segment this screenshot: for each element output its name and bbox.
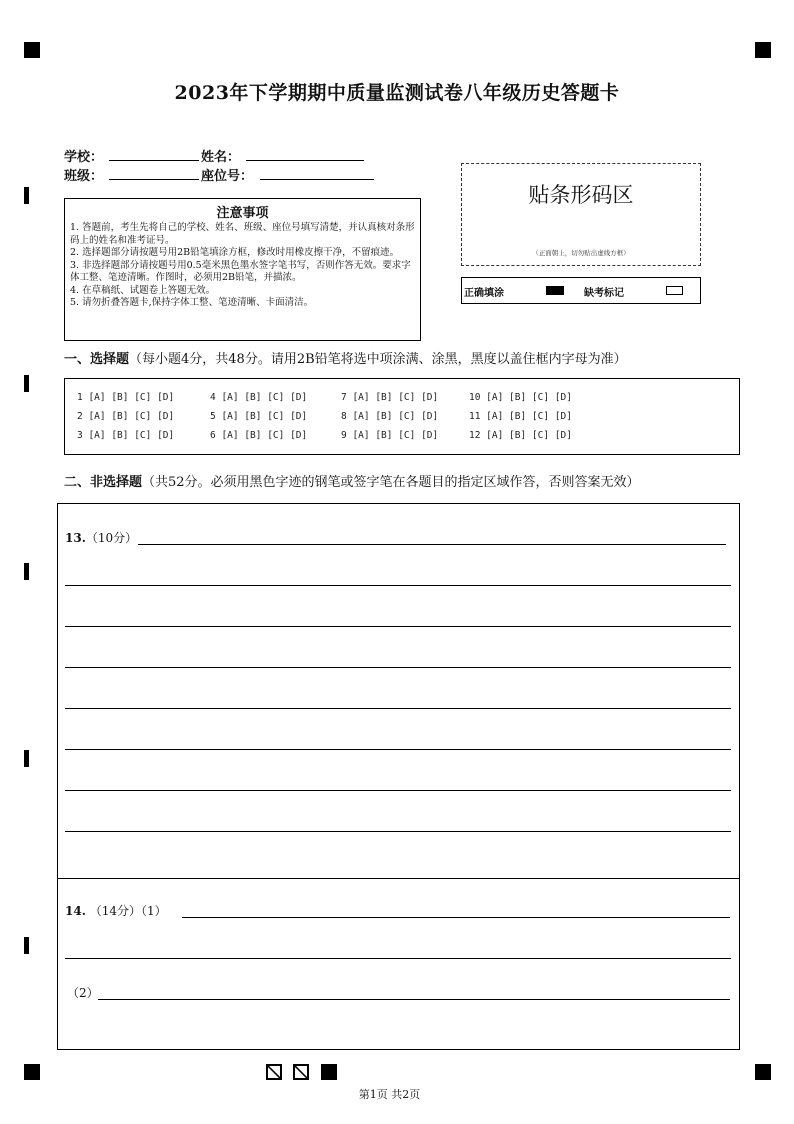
corner-mark-bottom-left xyxy=(24,1064,40,1080)
correct-fill-sample xyxy=(546,286,564,295)
choice-question-2[interactable]: 2 [A] [B] [C] [D] xyxy=(77,411,175,422)
answer-line[interactable] xyxy=(65,749,731,750)
absent-mark-checkbox[interactable] xyxy=(666,286,683,295)
choice-question-3[interactable]: 3 [A] [B] [C] [D] xyxy=(77,430,175,441)
timing-mark xyxy=(24,937,29,954)
question-14-part2-label: （2） xyxy=(67,986,99,1000)
barcode-note: （正面朝上，切勿贴出虚线方框） xyxy=(532,249,630,257)
notice-box xyxy=(64,198,421,341)
choice-question-5[interactable]: 5 [A] [B] [C] [D] xyxy=(210,411,308,422)
page-id-mark-hatched xyxy=(266,1064,282,1080)
choice-question-11[interactable]: 11 [A] [B] [C] [D] xyxy=(469,411,572,422)
question-14-label xyxy=(65,902,167,919)
answer-line[interactable] xyxy=(138,544,726,545)
choice-question-1[interactable]: 1 [A] [B] [C] [D] xyxy=(77,392,175,403)
section1-title: 一、选择题 xyxy=(64,352,130,367)
seat-field[interactable] xyxy=(260,179,374,180)
absent-mark-label: 缺考标记 xyxy=(584,288,624,299)
choice-answer-box xyxy=(64,378,740,455)
fill-example-box xyxy=(461,277,701,304)
school-field[interactable] xyxy=(109,160,199,161)
choice-question-12[interactable]: 12 [A] [B] [C] [D] xyxy=(469,430,572,441)
question-14-points: （14分）（1） xyxy=(89,904,167,918)
page-title: 2023年下学期期中质量监测试卷八年级历史答题卡 xyxy=(174,82,620,104)
choice-question-10[interactable]: 10 [A] [B] [C] [D] xyxy=(469,392,572,403)
answer-line[interactable] xyxy=(65,831,731,832)
school-label: 学校： xyxy=(64,150,104,165)
name-label: 姓名： xyxy=(201,150,241,165)
notice-item: 3. 非选择题部分请按题号用0.5毫米黑色墨水签字笔书写，否则作答无效。要求字体工整、笔迹清晰。作图时，必须用2B铅笔，并描浓。 xyxy=(70,259,411,283)
notice-item: 4. 在草稿纸、试题卷上答题无效。 xyxy=(70,284,216,296)
answer-line[interactable] xyxy=(182,917,730,918)
correct-fill-label: 正确填涂 xyxy=(464,288,504,299)
section2-title: 二、非选择题 xyxy=(64,475,143,490)
choice-question-6[interactable]: 6 [A] [B] [C] [D] xyxy=(210,430,308,441)
page-number: 第1页 共2页 xyxy=(358,1088,421,1101)
choice-question-7[interactable]: 7 [A] [B] [C] [D] xyxy=(341,392,439,403)
question-14-answer-area xyxy=(57,879,740,1050)
timing-mark xyxy=(24,750,29,767)
section1-desc: （每小题4分，共48分。请用2B铅笔将选中项涂满、涂黑，黑度以盖住框内字母为准） xyxy=(129,352,627,367)
barcode-title: 贴条形码区 xyxy=(528,183,634,207)
timing-mark xyxy=(24,187,29,204)
section2-heading xyxy=(64,471,640,490)
corner-mark-bottom-right xyxy=(755,1064,771,1080)
timing-mark xyxy=(24,563,29,580)
choice-question-4[interactable]: 4 [A] [B] [C] [D] xyxy=(210,392,308,403)
page-id-mark-hatched xyxy=(293,1064,309,1080)
answer-line[interactable] xyxy=(98,999,730,1000)
timing-mark xyxy=(24,375,29,392)
question-13-number: 13. xyxy=(65,531,86,545)
choice-question-9[interactable]: 9 [A] [B] [C] [D] xyxy=(341,430,439,441)
answer-line[interactable] xyxy=(65,708,731,709)
answer-line[interactable] xyxy=(65,626,731,627)
answer-line[interactable] xyxy=(65,958,731,959)
question-14-number: 14. xyxy=(65,904,86,918)
section2-desc: （共52分。必须用黑色字迹的钢笔或签字笔在各题目的指定区域作答，否则答案无效） xyxy=(142,475,640,490)
question-13-answer-area xyxy=(57,503,740,879)
corner-mark-top-left xyxy=(24,42,40,58)
notice-item: 2. 选择题部分请按题号用2B铅笔填涂方框，修改时用橡皮擦干净，不留痕迹。 xyxy=(70,247,400,258)
barcode-area xyxy=(461,163,701,266)
answer-line[interactable] xyxy=(65,790,731,791)
section1-heading xyxy=(64,348,627,367)
page-id-mark-filled xyxy=(321,1064,337,1080)
answer-line[interactable] xyxy=(65,585,731,586)
answer-line[interactable] xyxy=(65,667,731,668)
corner-mark-top-right xyxy=(755,42,771,58)
seat-label: 座位号： xyxy=(201,169,254,184)
notice-title: 注意事项 xyxy=(216,206,269,221)
class-field[interactable] xyxy=(109,179,199,180)
choice-question-8[interactable]: 8 [A] [B] [C] [D] xyxy=(341,411,439,422)
notice-item: 5. 请勿折叠答题卡,保持字体工整、笔迹清晰、卡面清洁。 xyxy=(70,297,314,308)
class-label: 班级： xyxy=(64,169,104,184)
question-13-label xyxy=(65,529,137,546)
notice-item: 1. 答题前，考生先将自己的学校、姓名、班级、座位号填写清楚，并认真核对条形码上的姓名和准考证号。 xyxy=(70,222,415,246)
question-13-points: （10分） xyxy=(85,531,138,545)
name-field[interactable] xyxy=(246,160,364,161)
